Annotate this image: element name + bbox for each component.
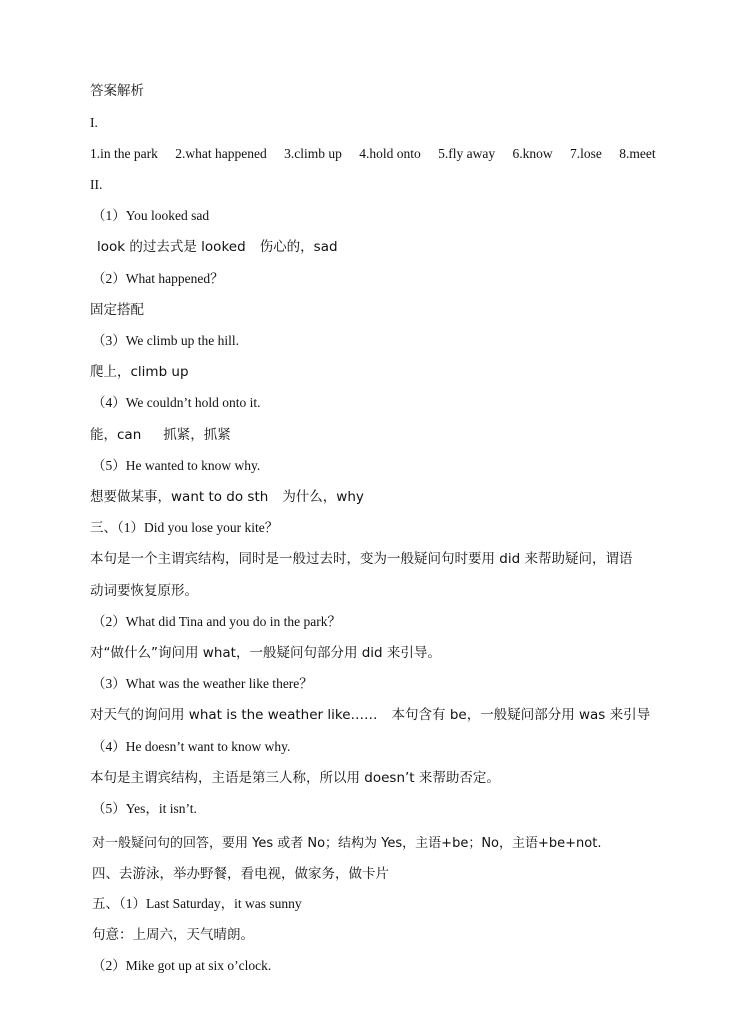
- answer-5: 5.fly away: [438, 146, 496, 161]
- section-3-q1-note-line-1: 本句是一个主谓宾结构，同时是一般过去时，变为一般疑问句时要用 did 来帮助疑问，谓语: [90, 551, 633, 567]
- section-2-q5: （5）He wanted to know why.: [92, 458, 261, 473]
- section-4-text: 四、去游泳，举办野餐，看电视，做家务，做卡片: [92, 866, 389, 882]
- answer-6: 6.know: [512, 146, 553, 161]
- section-2-heading: II.: [90, 177, 103, 192]
- section-3-q1: 三、（1）Did you lose your kite？: [90, 520, 279, 535]
- section-2-q3: （3）We climb up the hill.: [92, 333, 240, 348]
- section-2-q1-note-b: 伤心的，sad: [259, 239, 338, 255]
- section-1-heading: I.: [90, 115, 98, 130]
- answer-1: 1.in the park: [90, 146, 158, 161]
- section-2-q4: （4）We couldn’t hold onto it.: [92, 395, 261, 410]
- section-2-q3-note: 爬上，climb up: [90, 364, 189, 380]
- section-3-q5: （5）Yes，it isn’t.: [92, 801, 197, 816]
- section-2-q2-note: 固定搭配: [90, 302, 144, 318]
- answer-7: 7.lose: [569, 146, 602, 161]
- section-3-q2-note: 对“做什么”询问用 what，一般疑问句部分用 did 来引导。: [90, 645, 441, 661]
- section-3-q3-note: [90, 706, 650, 724]
- answer-4: 4.hold onto: [359, 146, 421, 161]
- section-3-q3-note-b: 本句含有 be，一般疑问部分用 was 来引导: [391, 707, 651, 723]
- section-2-q5-note-a: 想要做某事，want to do sth: [90, 489, 269, 505]
- section-3-q3-note-a: 对天气的询问用 what is the weather like……: [90, 707, 378, 723]
- answer-3: 3.climb up: [284, 146, 342, 161]
- section-1-answers: [90, 145, 656, 163]
- section-3-q1-note-line-2: 动词要恢复原形。: [90, 583, 198, 599]
- section-5-q1: 五、（1）Last Saturday，it was sunny: [92, 896, 302, 911]
- section-3-q3: （3）What was the weather like there？: [92, 676, 313, 691]
- section-2-q1: （1）You looked sad: [92, 208, 210, 223]
- section-2-q4-note: [90, 426, 231, 444]
- section-2-q4-note-b: 抓紧，抓紧: [163, 427, 231, 443]
- section-3-q4-note: 本句是主谓宾结构，主语是第三人称，所以用 doesn’t 来帮助否定。: [90, 770, 500, 786]
- section-2-q5-note-b: 为什么，why: [282, 489, 364, 505]
- section-3-q4: （4）He doesn’t want to know why.: [92, 739, 291, 754]
- section-2-q1-note-a: look 的过去式是 looked: [97, 239, 246, 255]
- section-2-q4-note-a: 能，can: [90, 427, 142, 443]
- answer-2: 2.what happened: [175, 146, 267, 161]
- section-2-q1-note: [97, 238, 338, 256]
- answer-8: 8.meet: [619, 146, 656, 161]
- section-5-q2: （2）Mike got up at six o’clock.: [92, 958, 272, 973]
- section-3-q5-note: 对一般疑问句的回答，要用 Yes 或者 No；结构为 Yes，主语+be；No，主语+be+not.: [92, 836, 602, 851]
- section-2-q2: （2）What happened？: [92, 271, 224, 286]
- section-5-q1-note: 句意：上周六，天气晴朗。: [92, 927, 254, 943]
- section-2-q5-note: [90, 488, 364, 506]
- section-3-q2: （2）What did Tina and you do in the park？: [92, 614, 341, 629]
- page-title: 答案解析: [90, 83, 144, 99]
